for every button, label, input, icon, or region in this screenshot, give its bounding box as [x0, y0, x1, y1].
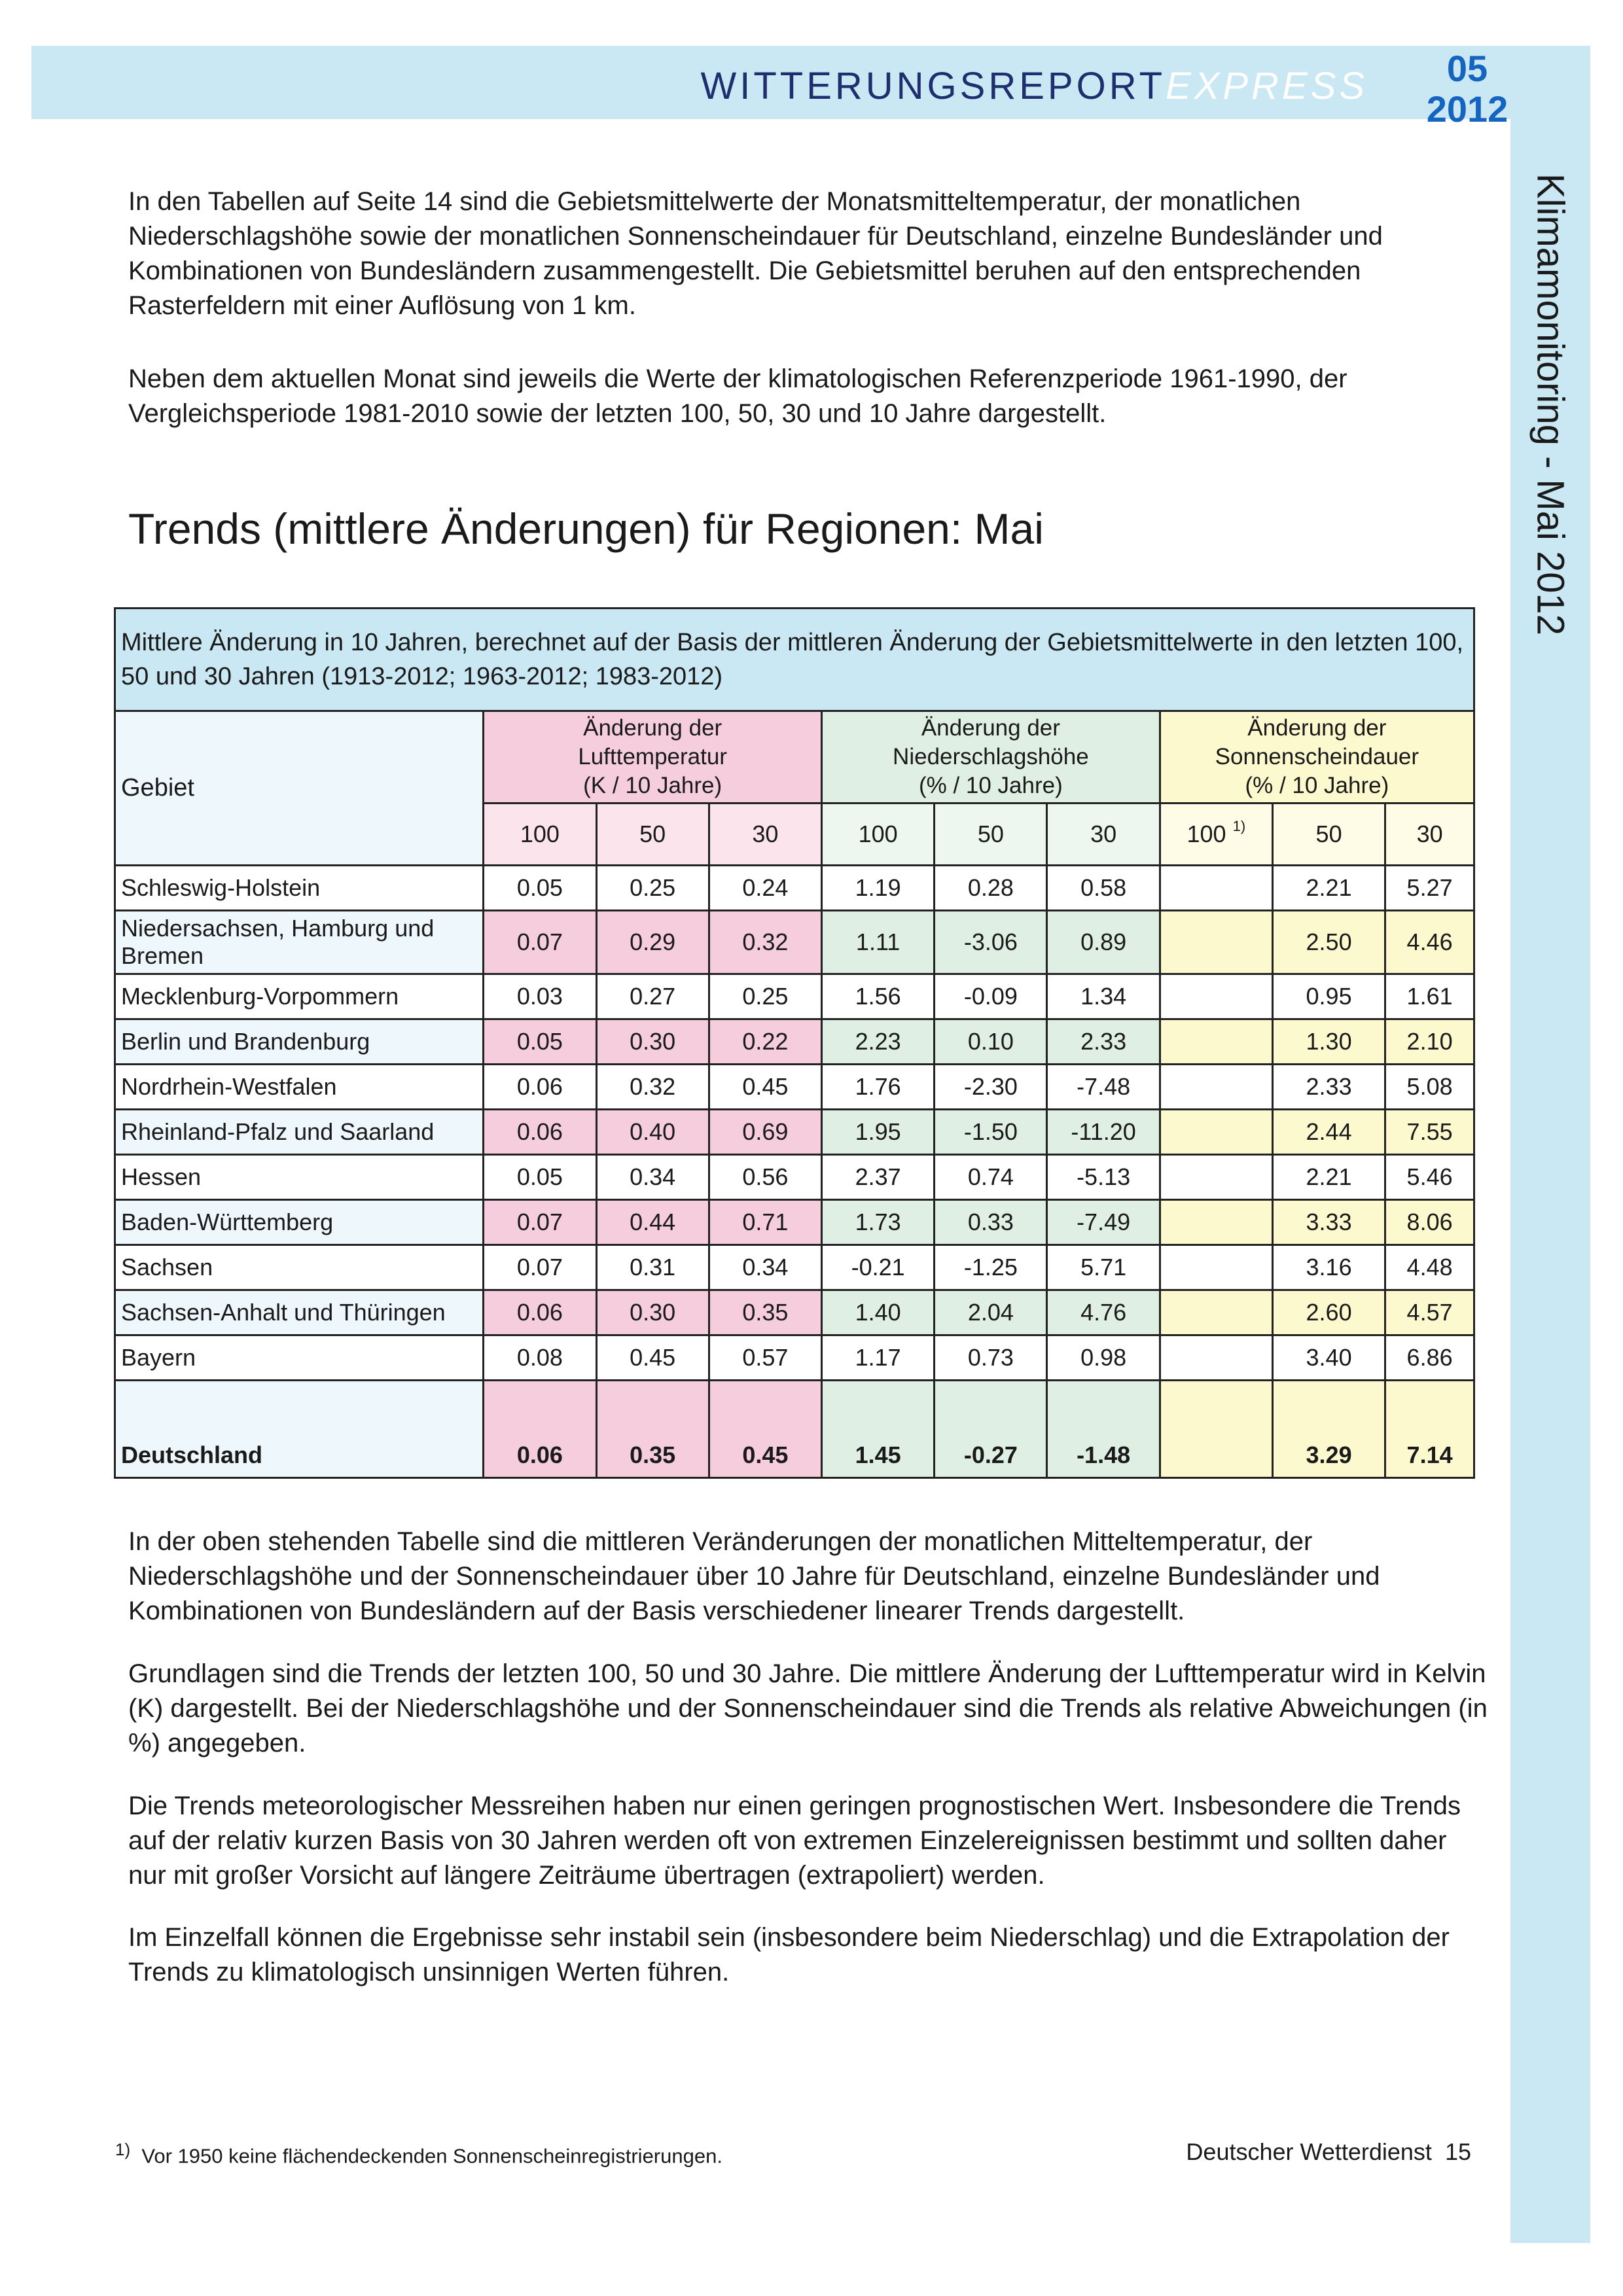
- sub-header-sun-50: 50: [1272, 804, 1385, 866]
- sub-header-temp-100: 100: [484, 804, 596, 866]
- value-cell-t30: 0.69: [709, 1110, 821, 1155]
- value-cell-s50: 3.29: [1272, 1381, 1385, 1478]
- table-row: [115, 1110, 1474, 1155]
- region-name: Bayern: [115, 1335, 484, 1381]
- report-title-express: EXPRESS: [1166, 65, 1368, 107]
- region-name: Schleswig-Holstein: [115, 866, 484, 911]
- table-row: [115, 1290, 1474, 1335]
- value-cell-p100: -0.21: [822, 1245, 935, 1290]
- value-cell-p50: 0.33: [935, 1200, 1047, 1245]
- sub-header-sun-100: [1160, 804, 1272, 866]
- value-cell-p30: 4.76: [1047, 1290, 1160, 1335]
- value-cell-t100: 0.07: [484, 1245, 596, 1290]
- value-cell-p50: 2.04: [935, 1290, 1047, 1335]
- value-cell-s100: [1160, 1110, 1272, 1155]
- value-cell-t30: 0.57: [709, 1335, 821, 1381]
- value-cell-s100: [1160, 1290, 1272, 1335]
- region-name: Niedersachsen, Hamburg und Bremen: [115, 911, 484, 974]
- value-cell-p30: 0.98: [1047, 1335, 1160, 1381]
- value-cell-p50: -0.09: [935, 974, 1047, 1019]
- value-cell-s100: [1160, 1019, 1272, 1065]
- value-cell-t50: 0.25: [596, 866, 709, 911]
- value-cell-s50: 3.33: [1272, 1200, 1385, 1245]
- precipitation-header-line-1: Änderung der: [921, 715, 1060, 741]
- value-cell-t50: 0.44: [596, 1200, 709, 1245]
- value-cell-s50: 3.16: [1272, 1245, 1385, 1290]
- value-cell-p100: 1.40: [822, 1290, 935, 1335]
- value-cell-s30: 4.46: [1385, 911, 1474, 974]
- value-cell-s50: 2.21: [1272, 1155, 1385, 1200]
- value-cell-t30: 0.56: [709, 1155, 821, 1200]
- value-cell-s30: 7.14: [1385, 1381, 1474, 1478]
- explanation-paragraph-4: Im Einzelfall können die Ergebnisse sehr instabil sein (insbesondere beim Niederschlag) und die Extrapolation der Trends zu klimatologisch unsinnigen Werten führen.: [128, 1923, 1450, 1987]
- value-cell-t30: 0.71: [709, 1200, 821, 1245]
- value-cell-t30: 0.35: [709, 1290, 821, 1335]
- total-row: [115, 1381, 1474, 1478]
- sunshine-header-line-3: (% / 10 Jahre): [1245, 773, 1389, 798]
- region-name: Baden-Württemberg: [115, 1200, 484, 1245]
- explanation-paragraph-1: In der oben stehenden Tabelle sind die mittleren Veränderungen der monatlichen Mitteltemperatur, der Niederschlagshöhe und der Sonnenscheindauer über 10 Jahre für Deutschland, einzelne Bundesländer und Kombinationen von Bundesländern auf der Basis verschiedener linearer Trends dargestellt.: [128, 1527, 1380, 1625]
- value-cell-p50: -1.50: [935, 1110, 1047, 1155]
- sub-header-sun-30: 30: [1385, 804, 1474, 866]
- value-cell-t50: 0.30: [596, 1019, 709, 1065]
- value-cell-t30: 0.32: [709, 911, 821, 974]
- sub-header-temp-30: 30: [709, 804, 821, 866]
- value-cell-s30: 5.08: [1385, 1065, 1474, 1110]
- value-cell-t50: 0.34: [596, 1155, 709, 1200]
- value-cell-t30: 0.25: [709, 974, 821, 1019]
- publisher: Deutscher Wetterdienst: [1186, 2138, 1432, 2165]
- value-cell-s30: 1.61: [1385, 974, 1474, 1019]
- value-cell-p50: -0.27: [935, 1381, 1047, 1478]
- temperature-header-line-3: (K / 10 Jahre): [583, 773, 722, 798]
- total-region-name: Deutschland: [115, 1381, 484, 1478]
- value-cell-t50: 0.32: [596, 1065, 709, 1110]
- footnote-number: 1): [115, 2140, 131, 2159]
- value-cell-t50: 0.35: [596, 1381, 709, 1478]
- value-cell-s50: 2.44: [1272, 1110, 1385, 1155]
- value-cell-p100: 2.37: [822, 1155, 935, 1200]
- value-cell-t30: 0.45: [709, 1381, 821, 1478]
- value-cell-t50: 0.30: [596, 1290, 709, 1335]
- value-cell-p30: -1.48: [1047, 1381, 1160, 1478]
- report-title: [701, 64, 1368, 108]
- value-cell-p100: 1.19: [822, 866, 935, 911]
- sub-header-prec-30: 30: [1047, 804, 1160, 866]
- region-name: Berlin und Brandenburg: [115, 1019, 484, 1065]
- precipitation-header-line-3: (% / 10 Jahre): [918, 773, 1063, 798]
- value-cell-s100: [1160, 1245, 1272, 1290]
- table-row: [115, 1019, 1474, 1065]
- value-cell-p50: -2.30: [935, 1065, 1047, 1110]
- issue-year: 2012: [1426, 88, 1508, 130]
- value-cell-s30: 5.27: [1385, 866, 1474, 911]
- value-cell-s100: [1160, 1335, 1272, 1381]
- value-cell-s50: 1.30: [1272, 1019, 1385, 1065]
- value-cell-t100: 0.06: [484, 1381, 596, 1478]
- value-cell-t30: 0.24: [709, 866, 821, 911]
- value-cell-p50: -1.25: [935, 1245, 1047, 1290]
- value-cell-s100: [1160, 911, 1272, 974]
- table-caption: Mittlere Änderung in 10 Jahren, berechnet auf der Basis der mittleren Änderung der Gebietsmittelwerte in den letzten 100, 50 und 30 Jahren (1913-2012; 1963-2012; 1983-2012): [115, 609, 1474, 711]
- value-cell-s30: 4.57: [1385, 1290, 1474, 1335]
- table-row: [115, 911, 1474, 974]
- sub-header-prec-100: 100: [822, 804, 935, 866]
- region-name: Sachsen: [115, 1245, 484, 1290]
- table-row: [115, 866, 1474, 911]
- page-number: 15: [1444, 2138, 1471, 2165]
- value-cell-p50: 0.74: [935, 1155, 1047, 1200]
- value-cell-p100: 2.23: [822, 1019, 935, 1065]
- value-cell-s30: 5.46: [1385, 1155, 1474, 1200]
- sunshine-header-line-1: Änderung der: [1247, 715, 1387, 741]
- value-cell-s50: 3.40: [1272, 1335, 1385, 1381]
- value-cell-t50: 0.29: [596, 911, 709, 974]
- intro-paragraph-1: In den Tabellen auf Seite 14 sind die Gebietsmittelwerte der Monatsmitteltemperatur, der monatlichen Niederschlagshöhe sowie der monatlichen Sonnenscheindauer für Deutschland, einzelne Bundesländer und Kombinationen von Bundesländern zusammengestellt. Die Gebietsmittel beruhen auf den entsprechenden Rasterfeldern mit einer Auflösung von 1 km.: [128, 187, 1383, 320]
- footnote: [115, 2140, 722, 2168]
- value-cell-t30: 0.45: [709, 1065, 821, 1110]
- value-cell-t100: 0.06: [484, 1290, 596, 1335]
- value-cell-t30: 0.34: [709, 1245, 821, 1290]
- value-cell-t100: 0.06: [484, 1065, 596, 1110]
- value-cell-p100: 1.76: [822, 1065, 935, 1110]
- sunshine-header-line-2: Sonnenscheindauer: [1215, 744, 1419, 769]
- value-cell-s100: [1160, 1155, 1272, 1200]
- table-row: [115, 1200, 1474, 1245]
- value-cell-t100: 0.05: [484, 1155, 596, 1200]
- value-cell-p30: 1.34: [1047, 974, 1160, 1019]
- value-cell-s30: 6.86: [1385, 1335, 1474, 1381]
- value-cell-p30: 5.71: [1047, 1245, 1160, 1290]
- value-cell-t30: 0.22: [709, 1019, 821, 1065]
- value-cell-t50: 0.45: [596, 1335, 709, 1381]
- temperature-header-line-1: Änderung der: [583, 715, 722, 741]
- value-cell-p100: 1.11: [822, 911, 935, 974]
- value-cell-t100: 0.03: [484, 974, 596, 1019]
- value-cell-t100: 0.07: [484, 1200, 596, 1245]
- side-title: Klimamonitoring - Mai 2012: [1529, 173, 1572, 635]
- table-row: [115, 1245, 1474, 1290]
- value-cell-s50: 2.33: [1272, 1065, 1385, 1110]
- value-cell-s100: [1160, 1381, 1272, 1478]
- trends-table: [114, 607, 1475, 1479]
- region-name: Nordrhein-Westfalen: [115, 1065, 484, 1110]
- region-name: Hessen: [115, 1155, 484, 1200]
- sunshine-group-header: [1160, 711, 1474, 804]
- footnote-mark: 1): [1232, 818, 1246, 834]
- value-cell-s30: 8.06: [1385, 1200, 1474, 1245]
- issue-number: 05: [1446, 48, 1488, 89]
- section-title: Trends (mittlere Änderungen) für Regionen: Mai: [128, 504, 1044, 553]
- table-row: [115, 974, 1474, 1019]
- value-cell-s50: 2.21: [1272, 866, 1385, 911]
- value-cell-p50: 0.73: [935, 1335, 1047, 1381]
- value-cell-s50: 2.50: [1272, 911, 1385, 974]
- value-cell-p100: 1.45: [822, 1381, 935, 1478]
- value-cell-s100: [1160, 1200, 1272, 1245]
- value-cell-s50: 0.95: [1272, 974, 1385, 1019]
- table-row: [115, 1155, 1474, 1200]
- region-name: Rheinland-Pfalz und Saarland: [115, 1110, 484, 1155]
- temperature-group-header: [484, 711, 822, 804]
- value-cell-t50: 0.27: [596, 974, 709, 1019]
- value-cell-p30: -11.20: [1047, 1110, 1160, 1155]
- value-cell-p30: 0.89: [1047, 911, 1160, 974]
- value-cell-s100: [1160, 866, 1272, 911]
- value-cell-t100: 0.08: [484, 1335, 596, 1381]
- table-row: [115, 1065, 1474, 1110]
- value-cell-t50: 0.31: [596, 1245, 709, 1290]
- value-cell-p100: 1.95: [822, 1110, 935, 1155]
- precipitation-group-header: [822, 711, 1160, 804]
- gebiet-header: Gebiet: [115, 711, 484, 866]
- value-cell-p50: -3.06: [935, 911, 1047, 974]
- intro-paragraph-2: Neben dem aktuellen Monat sind jeweils die Werte der klimatologischen Referenzperiode 1961-1990, der Vergleichsperiode 1981-2010 sowie der letzten 100, 50, 30 und 10 Jahre dargestellt.: [128, 364, 1347, 428]
- value-cell-p30: -7.48: [1047, 1065, 1160, 1110]
- value-cell-t100: 0.05: [484, 1019, 596, 1065]
- page-footer: [1186, 2138, 1471, 2166]
- temperature-header-line-2: Lufttemperatur: [578, 744, 727, 769]
- report-title-main: WITTERUNGSREPORT: [700, 65, 1166, 107]
- value-cell-s100: [1160, 974, 1272, 1019]
- value-cell-t100: 0.06: [484, 1110, 596, 1155]
- value-cell-p100: 1.17: [822, 1335, 935, 1381]
- region-name: Mecklenburg-Vorpommern: [115, 974, 484, 1019]
- region-name: Sachsen-Anhalt und Thüringen: [115, 1290, 484, 1335]
- explanation-paragraph-2: Grundlagen sind die Trends der letzten 100, 50 und 30 Jahre. Die mittlere Änderung der Lufttemperatur wird in Kelvin (K) dargestellt. Bei der Niederschlagshöhe und der Sonnenscheindauer sind die Trends als relative Abweichungen (in %) angegeben.: [128, 1659, 1488, 1757]
- footnote-text: Vor 1950 keine flächendeckenden Sonnenscheinregistrierungen.: [141, 2144, 722, 2168]
- value-cell-t50: 0.40: [596, 1110, 709, 1155]
- value-cell-s100: [1160, 1065, 1272, 1110]
- value-cell-p100: 1.73: [822, 1200, 935, 1245]
- value-cell-s30: 7.55: [1385, 1110, 1474, 1155]
- precipitation-header-line-2: Niederschlagshöhe: [893, 744, 1089, 769]
- explanation-paragraph-3: Die Trends meteorologischer Messreihen haben nur einen geringen prognostischen Wert. Insbesondere die Trends auf der relativ kurzen Basis von 30 Jahren werden oft von extremen Einzelereignissen bestimmt und sollten daher nur mit großer Vorsicht auf längere Zeiträume übertragen (extrapoliert) werden.: [128, 1792, 1461, 1890]
- sub-header-prec-50: 50: [935, 804, 1047, 866]
- table-row: [115, 1335, 1474, 1381]
- value-cell-p30: -5.13: [1047, 1155, 1160, 1200]
- value-cell-p30: 0.58: [1047, 866, 1160, 911]
- value-cell-s30: 2.10: [1385, 1019, 1474, 1065]
- issue-label: [1421, 48, 1513, 130]
- sub-header-sun-100-label: 100: [1186, 821, 1226, 847]
- value-cell-p30: 2.33: [1047, 1019, 1160, 1065]
- value-cell-p50: 0.10: [935, 1019, 1047, 1065]
- value-cell-s50: 2.60: [1272, 1290, 1385, 1335]
- value-cell-p100: 1.56: [822, 974, 935, 1019]
- value-cell-t100: 0.07: [484, 911, 596, 974]
- value-cell-s30: 4.48: [1385, 1245, 1474, 1290]
- sub-header-temp-50: 50: [596, 804, 709, 866]
- value-cell-p50: 0.28: [935, 866, 1047, 911]
- value-cell-t100: 0.05: [484, 866, 596, 911]
- value-cell-p30: -7.49: [1047, 1200, 1160, 1245]
